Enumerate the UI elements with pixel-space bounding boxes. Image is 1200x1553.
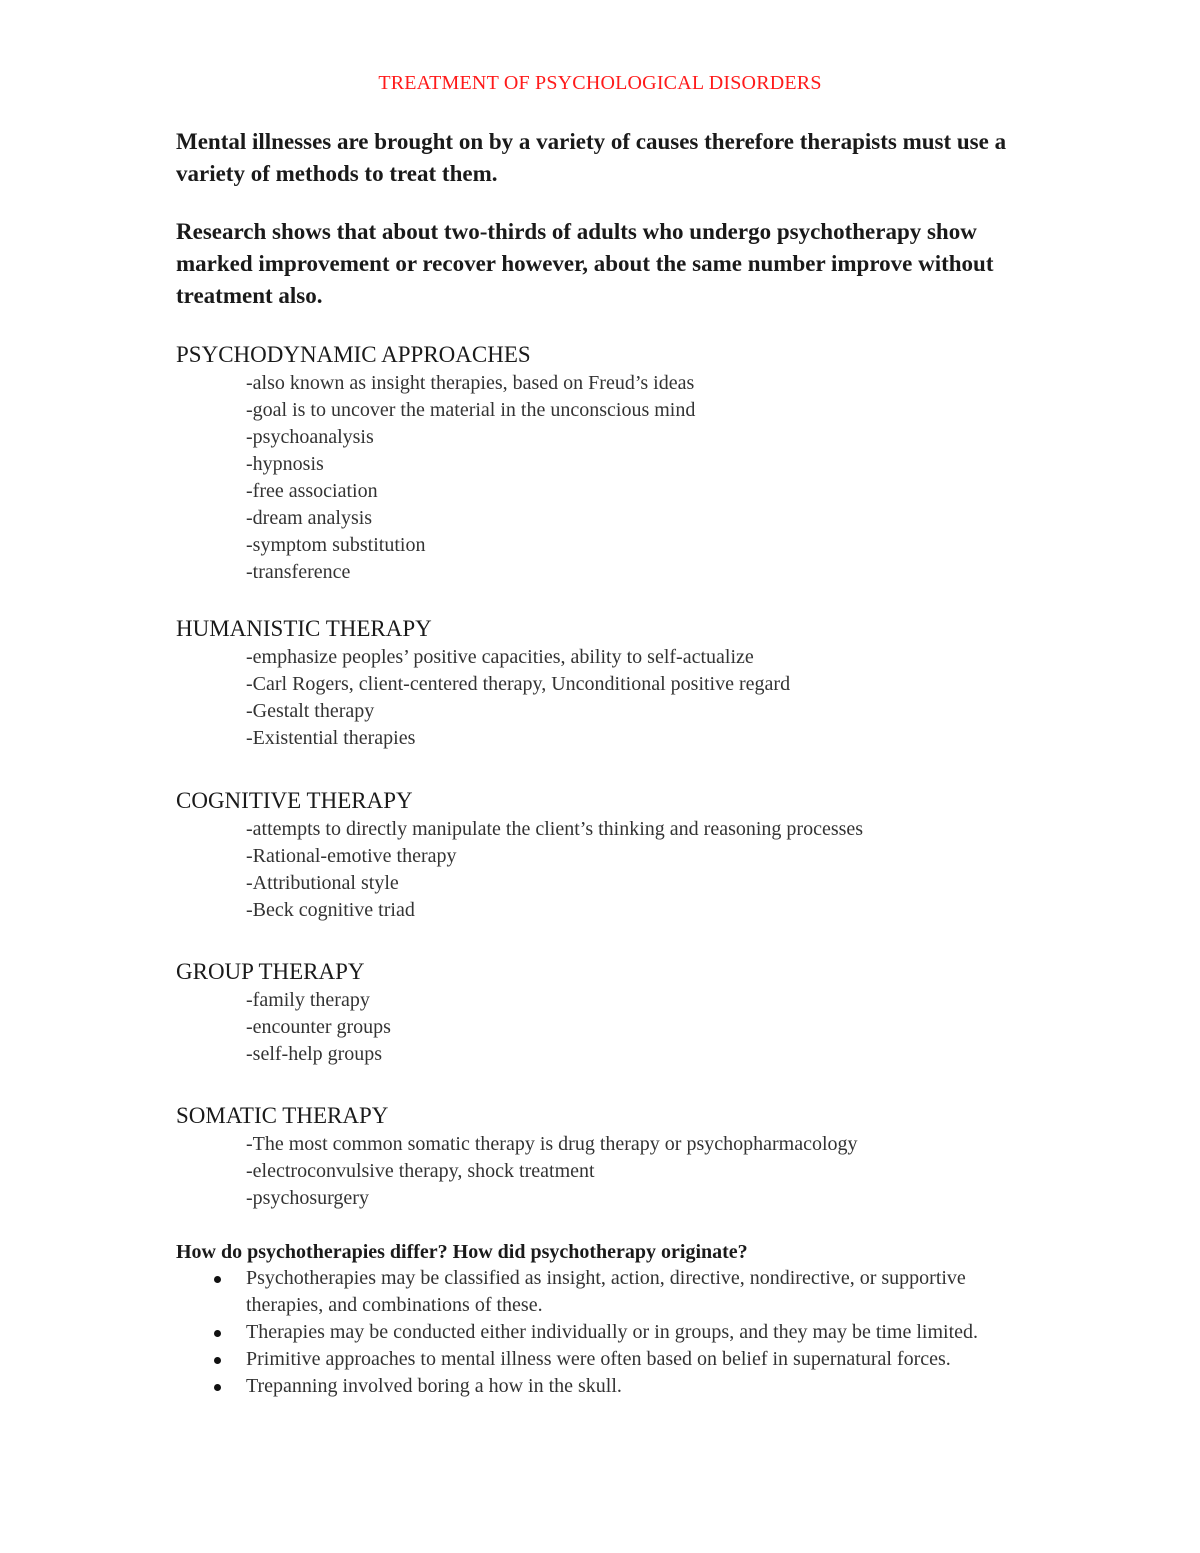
list-item: -free association (246, 480, 378, 502)
section-item-list (176, 370, 1076, 586)
list-item: -hypnosis (246, 453, 324, 475)
section-item-list (176, 644, 1076, 752)
list-item: -psychosurgery (246, 1187, 369, 1209)
list-item: -family therapy (246, 989, 370, 1011)
bullet-item (176, 1373, 1036, 1400)
section-group (176, 957, 1076, 1068)
list-item: -Rational-emotive therapy (246, 845, 457, 867)
bullet-icon (214, 1276, 221, 1283)
section-item-list (176, 1131, 1076, 1212)
bullet-text: Psychotherapies may be classified as insight, action, directive, nondirective, or supportive therapies, and combinations of these. (246, 1267, 966, 1316)
bullet-item (176, 1319, 1036, 1346)
list-item: -Beck cognitive triad (246, 899, 415, 921)
document-title: TREATMENT OF PSYCHOLOGICAL DISORDERS (378, 72, 822, 94)
list-item: -symptom substitution (246, 534, 426, 556)
list-item: -Attributional style (246, 872, 399, 894)
bullet-item (176, 1265, 1036, 1319)
list-item: -goal is to uncover the material in the unconscious mind (246, 399, 696, 421)
list-item: -The most common somatic therapy is drug therapy or psychopharmacology (246, 1133, 858, 1155)
section-cognitive (176, 786, 1076, 924)
section-item-list (176, 987, 1076, 1068)
bullet-icon (214, 1357, 221, 1364)
section-heading: PSYCHODYNAMIC APPROACHES (176, 342, 531, 367)
section-heading: SOMATIC THERAPY (176, 1103, 389, 1128)
list-item: -Gestalt therapy (246, 700, 375, 722)
list-item: -encounter groups (246, 1016, 391, 1038)
section-item-list (176, 816, 1076, 924)
bullet-list (176, 1265, 1036, 1400)
list-item: -electroconvulsive therapy, shock treatment (246, 1160, 595, 1182)
section-psychodynamic (176, 340, 1076, 586)
bullet-icon (214, 1330, 221, 1337)
bullet-text: Therapies may be conducted either individually or in groups, and they may be time limited. (246, 1321, 979, 1343)
section-heading: GROUP THERAPY (176, 959, 365, 984)
list-item: -attempts to directly manipulate the client’s thinking and reasoning processes (246, 818, 864, 840)
bullet-text: Primitive approaches to mental illness were often based on belief in supernatural forces. (246, 1348, 951, 1370)
section-heading: COGNITIVE THERAPY (176, 788, 413, 813)
list-item: -emphasize peoples’ positive capacities, ability to self-actualize (246, 646, 754, 668)
section-somatic (176, 1101, 1076, 1212)
section-humanistic (176, 614, 1076, 752)
list-item: -also known as insight therapies, based on Freud’s ideas (246, 372, 695, 394)
list-item: -psychoanalysis (246, 426, 374, 448)
bullet-text: Trepanning involved boring a how in the skull. (246, 1375, 622, 1397)
list-item: -self-help groups (246, 1043, 383, 1065)
bullet-icon (214, 1384, 221, 1391)
list-item: -transference (246, 561, 351, 583)
section-heading: HUMANISTIC THERAPY (176, 616, 432, 641)
list-item: -Existential therapies (246, 727, 416, 749)
question-heading: How do psychotherapies differ? How did psychotherapy originate? (176, 1241, 748, 1263)
list-item: -dream analysis (246, 507, 373, 529)
list-item: -Carl Rogers, client-centered therapy, Unconditional positive regard (246, 673, 791, 695)
intro-paragraph-1: Mental illnesses are brought on by a variety of causes therefore therapists must use a variety of methods to treat them. (176, 129, 1007, 186)
intro-paragraph-2: Research shows that about two-thirds of adults who undergo psychotherapy show marked improvement or recover however, about the same number improve without treatment also. (176, 219, 994, 308)
bullet-item (176, 1346, 1036, 1373)
